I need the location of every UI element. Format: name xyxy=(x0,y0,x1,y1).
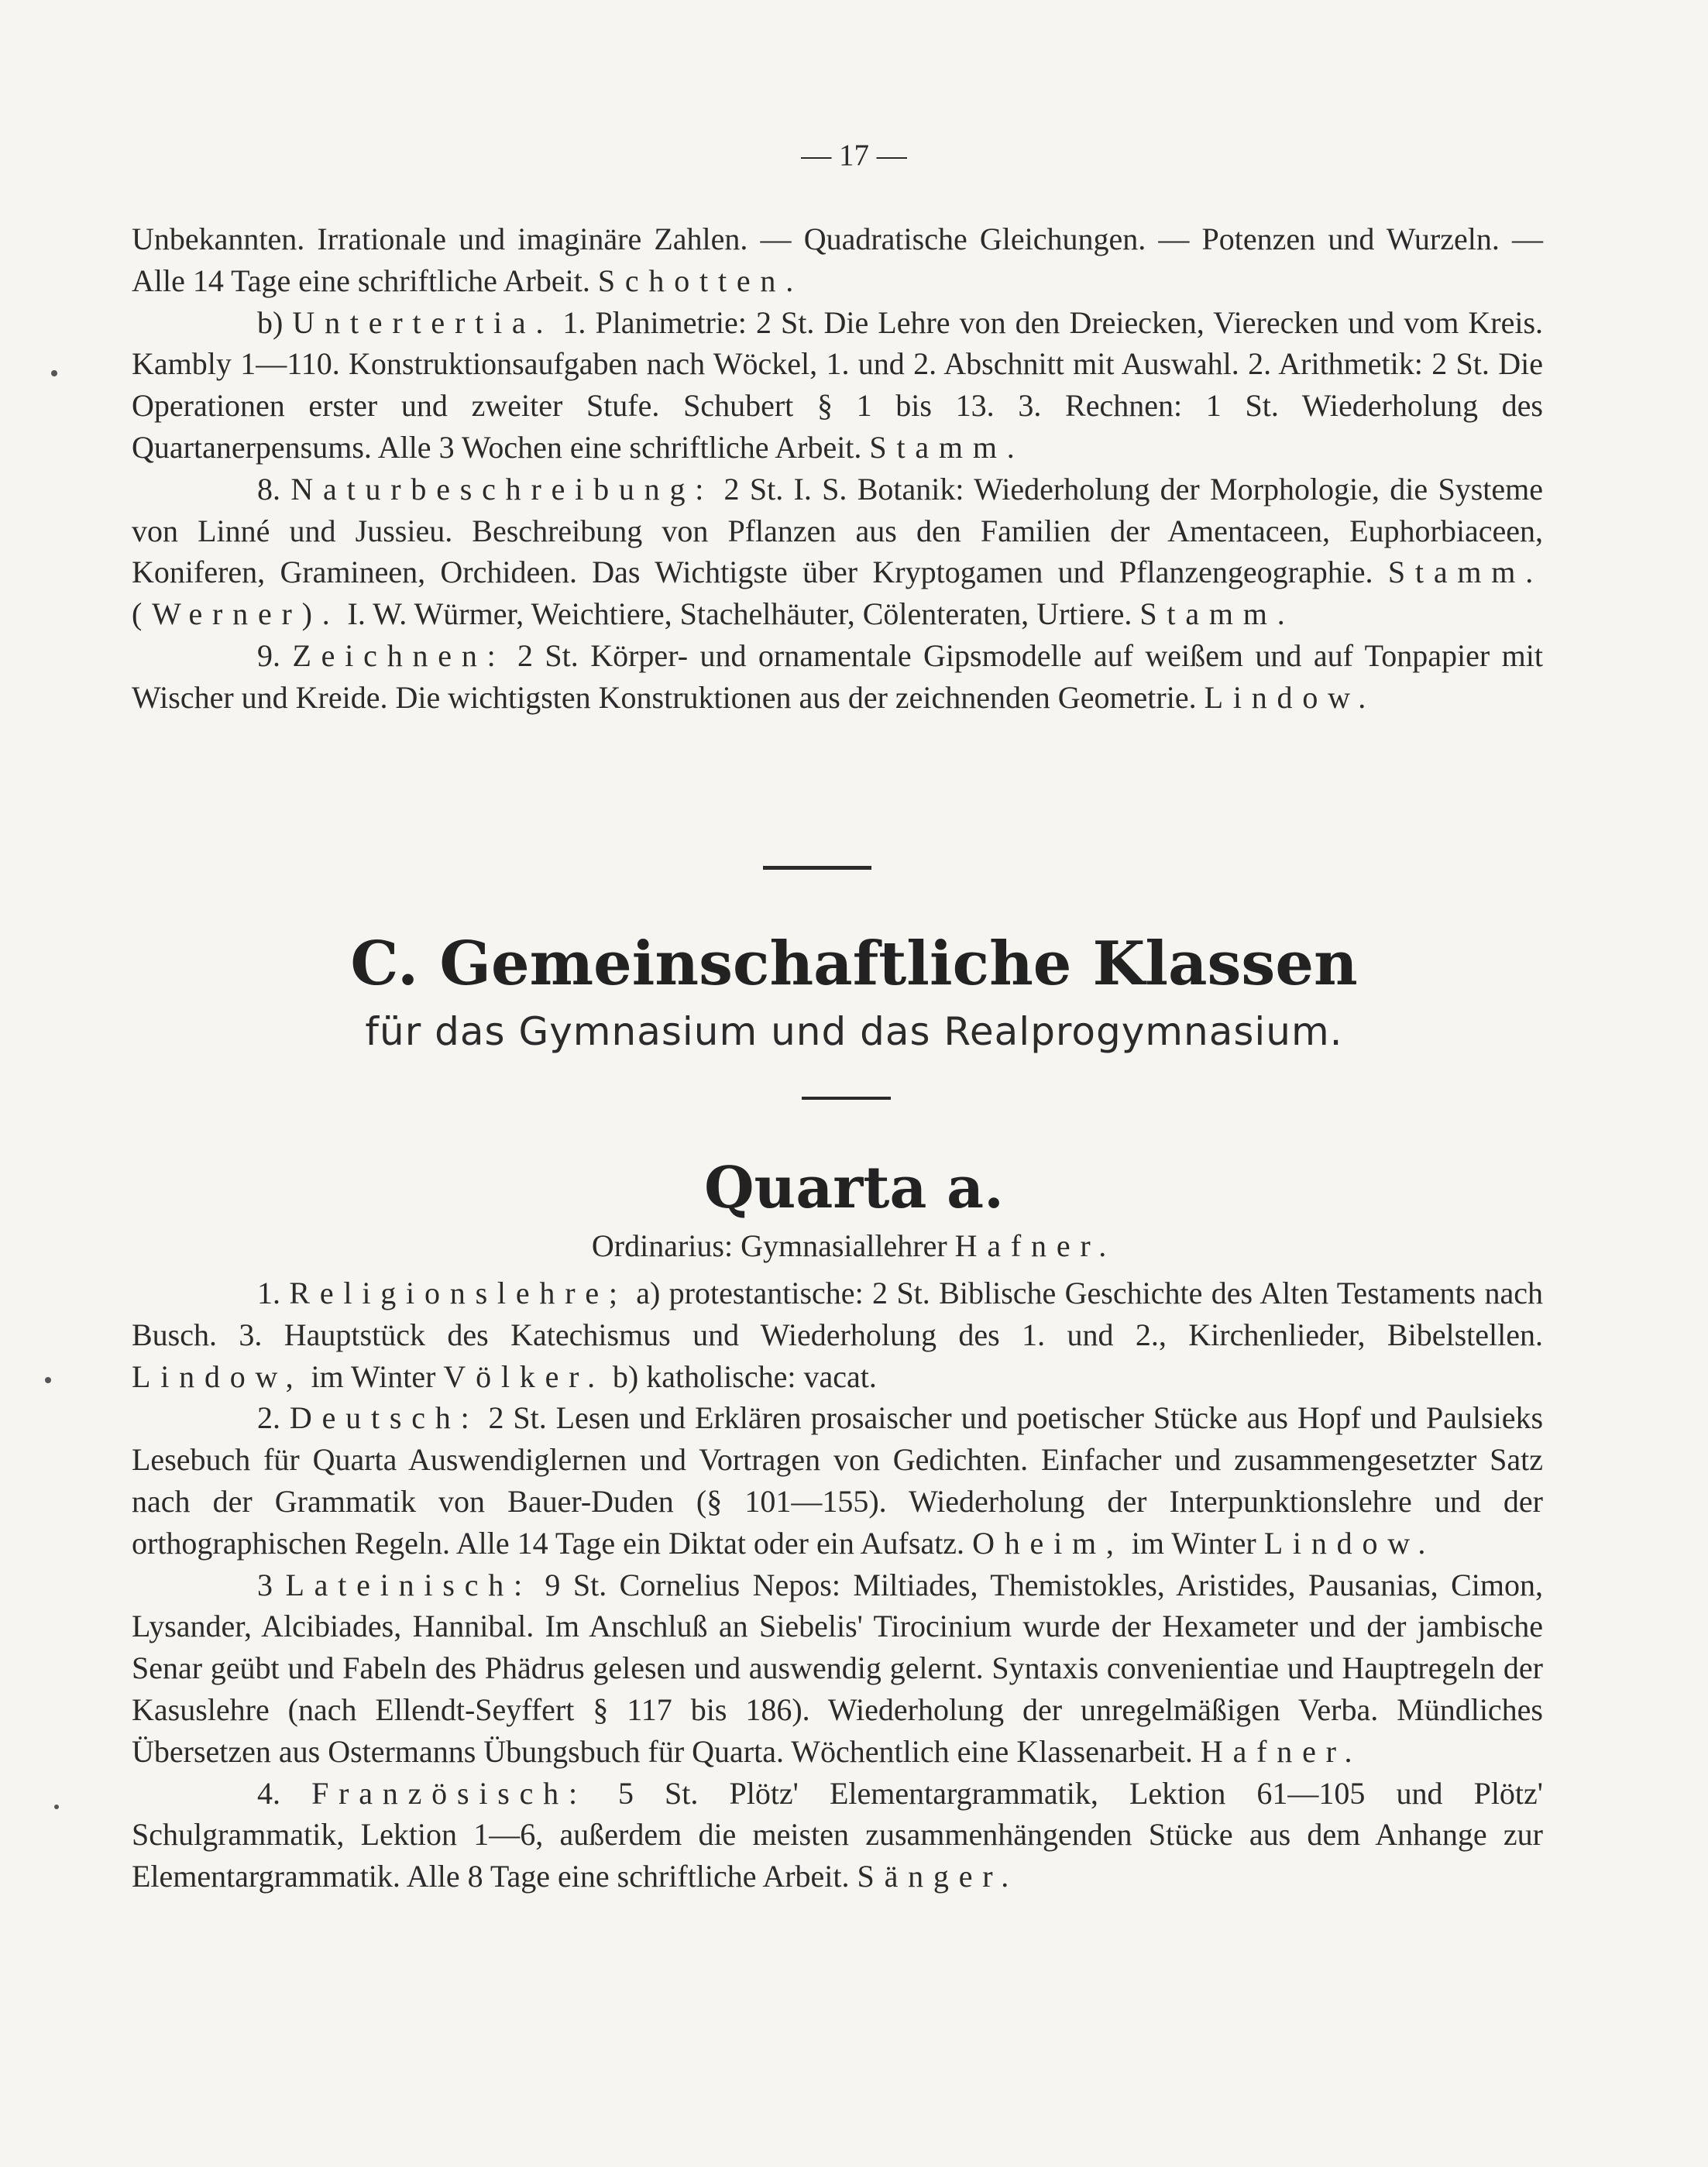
paragraph-franzoesisch xyxy=(132,1773,1543,1897)
paragraph-religionslehre xyxy=(132,1272,1543,1397)
teacher-name: Hafner. xyxy=(1200,1733,1363,1769)
paragraph-naturbeschreibung xyxy=(132,469,1543,635)
subject-name: Lateinisch: xyxy=(285,1567,532,1602)
teacher-name: Schotten. xyxy=(597,263,804,298)
paragraph-text: 9 St. Cornelius Nepos: Miltiades, Themistokles, Aristides, Pausanias, Cimon, Lysander, Alcibiades, Hannibal. Im Anschluß an Siebelis' Tirocinium wurde der Hexameter und der jambische Senar geübt und Fabeln des Phädrus gelesen und auswendig gelernt. Syntaxis convenientiae und Hauptregeln der Kasuslehre (nach Ellendt-Seyffert § 117 bis 186). Wiederholung der unregelmäßigen Verba. Mündliches Übersetzen aus Ostermanns Übungsbuch für Quarta. Wöchentlich eine Klassenarbeit. xyxy=(132,1567,1544,1769)
item-number: b) xyxy=(257,304,284,340)
section-subheading: für das Gymnasium und das Realprogymnasium. xyxy=(365,1009,1343,1054)
margin-dot xyxy=(54,1805,59,1809)
teacher-name: (Werner). xyxy=(132,596,340,632)
teacher-name: Lindow. xyxy=(1263,1525,1436,1561)
paragraph-text: 5 St. Plötz' Elementargrammatik, Lektion 61—105 und Plötz' Schulgrammatik, Lektion 1—6, außerdem die meisten zusammenhängenden Stücke aus dem Anhange zur Elementargrammatik. Alle 8 Tage eine schriftliche Arbeit. xyxy=(132,1775,1544,1894)
teacher-name: Hafner. xyxy=(954,1228,1117,1263)
paragraph-text: Unbekannten. Irrationale und imaginäre Zahlen. — Quadratische Gleichungen. — Potenzen und Wurzeln. — Alle 14 Tage eine schriftliche Arbeit. xyxy=(132,222,1543,298)
paragraph-text: 1. Planimetrie: 2 St. Die Lehre von den Dreiecken, Vierecken und vom Kreis. Kambly 1—110. Konstruktionsaufgaben nach Wöckel, 1. und 2. Abschnitt mit Auswahl. 2. Arithmetik: 2 St. Die Operationen erster und zweiter Stufe. Schubert § 1 bis 13. 3. Rechnen: 1 St. Wiederholung des Quartanerpensums. Alle 3 Wochen eine schriftliche Arbeit. xyxy=(132,304,1544,465)
paragraph-deutsch xyxy=(132,1397,1543,1564)
paragraph-text: im Winter xyxy=(311,1358,436,1394)
class-heading: Quarta a. xyxy=(704,1155,1004,1221)
paragraph-text: 2 St. Lesen und Erklären prosaischer und poetischer Stücke aus Hopf und Paulsieks Lesebuch für Quarta Auswendiglernen und Vortragen von Gedichten. Einfacher und zusammengesetzter Satz nach der Grammatik von Bauer-Duden (§ 101—155). Wiederholung der Interpunktionslehre und der orthographischen Regeln. Alle 14 Tage ein Diktat oder ein Aufsatz. xyxy=(132,1400,1544,1561)
subject-name: Deutsch: xyxy=(289,1400,479,1436)
class-name: Untertertia. xyxy=(292,304,554,340)
margin-dot xyxy=(51,370,57,376)
subject-name: Naturbeschreibung: xyxy=(290,471,714,507)
teacher-name: Lindow. xyxy=(1204,679,1376,715)
paragraph-zeichnen xyxy=(132,635,1543,719)
teacher-name: Stamm. xyxy=(869,429,1025,465)
item-number: 3 xyxy=(257,1567,273,1602)
item-number: 2. xyxy=(257,1400,280,1436)
paragraph-text: im Winter xyxy=(1131,1525,1256,1561)
ordinarius-line xyxy=(0,1225,1708,1267)
paragraph-text: b) katholische: vacat. xyxy=(612,1358,877,1394)
item-number: 9. xyxy=(257,637,280,673)
teacher-name: Stamm. xyxy=(1387,555,1543,590)
paragraph-text: I. W. Würmer, Weichtiere, Stachelhäuter, Cölenteraten, Urtiere. xyxy=(347,596,1132,632)
teacher-name: Stamm. xyxy=(1139,596,1295,632)
page-number: — 17 — xyxy=(801,139,907,172)
section-b-continued xyxy=(132,218,1543,719)
paragraph-mathematik-end xyxy=(132,218,1543,302)
teacher-name: Lindow, xyxy=(132,1358,304,1394)
paragraph-lateinisch xyxy=(132,1564,1543,1773)
subject-name: Französisch: xyxy=(311,1775,587,1811)
paragraph-text: a) protestantische: 2 St. Biblische Geschichte des Alten Testaments nach Busch. 3. Hauptstück des Katechismus und Wiederholung des 1. und 2., Kirchenlieder, Bibelstellen. xyxy=(132,1276,1544,1352)
ordinarius-label: Ordinarius: Gymnasiallehrer xyxy=(591,1228,947,1263)
teacher-name: Völker. xyxy=(443,1358,605,1394)
item-number: 8. xyxy=(257,471,280,507)
paragraph-text: 2 St. I. S. Botanik: Wiederholung der Morphologie, die Systeme von Linné und Jussieu. Beschreibung von Pflanzen aus den Familien der Amentaceen, Euphorbiaceen, Koniferen, Gramineen, Orchideen. Das Wichtigste über Kryptogamen und Pflanzengeographie. xyxy=(132,471,1543,590)
paragraph-untertertia xyxy=(132,302,1543,469)
teacher-name: Sänger. xyxy=(857,1859,1019,1894)
paragraph-text: 2 St. Körper- und ornamentale Gipsmodelle auf weißem und auf Tonpapier mit Wischer und Kreide. Die wichtigsten Konstruktionen aus der zeichnenden Geometrie. xyxy=(132,637,1544,715)
subject-name: Zeichnen: xyxy=(292,637,506,673)
divider-rule xyxy=(802,1097,891,1100)
teacher-name: Oheim, xyxy=(972,1525,1124,1561)
item-number: 4. xyxy=(257,1775,280,1811)
item-number: 1. xyxy=(257,1276,280,1310)
subject-name: Religionslehre; xyxy=(289,1276,627,1310)
quarta-curriculum xyxy=(132,1272,1543,1897)
divider-rule xyxy=(763,866,871,870)
margin-dot xyxy=(45,1377,51,1383)
section-heading: C. Gemeinschaftliche Klassen xyxy=(350,929,1358,999)
